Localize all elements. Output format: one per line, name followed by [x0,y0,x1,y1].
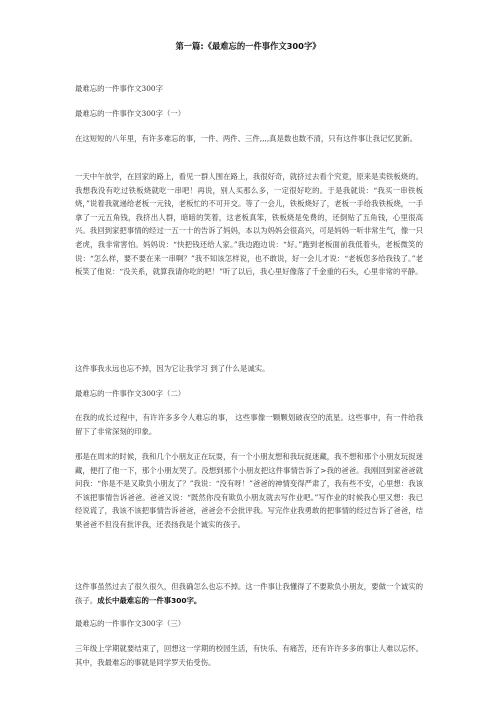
section-heading-3: 最难忘的一件事作文300字（三） [75,619,186,628]
paragraph-text: 这件事虽然过去了很久很久，但我确怎么也忘不掉。这一件事让我懂得了不要欺负小朋友，要做一个诚实的孩子。 [75,582,423,605]
section-heading-1: 最难忘的一件事作文300字（一） [75,109,186,118]
paragraph: 一天中午放学，在回家的路上，看见一群人围在路上，我很好奇，就挤过去看个究竟，原来是卖铁板烧的。我想我没有吃过铁板烧就吃一串吧！再说，别人买那么多，一定很好吃的。于是我就说：“我买一串铁板烧，”说着我就递给老板一元钱，老板忙的不可开交。等了一会儿，铁板烧好了，老板一手给我铁板烧，一手拿了一元五角钱，我挤出人群，暗暗的笑着，这老板真笨，铁板烧是免费的，还倒贴了五角钱，心里很高兴。我回到家把事情的经过一五一十的告诉了妈妈，本以为妈妈会很高兴，可是妈妈一听非常生气，像一只老虎，我非常害怕。妈妈说：“快把钱还给人家。”我边跑边说：“好。”跑到老板面前我低着头，老板微笑的说：“怎么样，要不要在来一串啊？”我不知该怎样说，也不敢说，好一会儿才说：“老板您多给我钱了。”老板笑了他说：“没关系，就算我请你吃的吧！”听了以后，我心里好像落了千金重的石头，心里非常的平静。 [75,172,423,277]
paragraph: 在我的成长过程中，有许许多多令人难忘的事， 这些事像一颗颗划破夜空的流星。这些事中，有一件给我留下了非常深刻的印象。 [75,413,423,436]
paragraph: 在这短短的八年里，有许多难忘的事，一件、两件、三件,,,,真是数也数不清，只有这件事让我记忆犹新。 [75,134,417,143]
paragraph: 这件事我永远也忘不掉，因为它让我学习 到了什么是诚实。 [75,364,270,373]
paragraph: 三年级上学期就要结束了，回想这一学期的校园生活，有快乐、有痛苦，还有许许多多的事让人难以忘怀。其中，我最难忘的事就是同学罗天佑受伤。 [75,644,423,667]
essay-heading: 最难忘的一件事作文300字 [75,84,164,93]
section-heading-2: 最难忘的一件事作文300字（二） [75,389,186,398]
paragraph [75,580,423,607]
bold-sentence: 成长中最难忘的一件事300字。 [97,595,202,605]
paragraph: 那是在周末的时候，我和几个小朋友正在玩耍，有一个小朋友想和我玩捉迷藏，我不想和那个小朋友玩捉迷藏，便打了他一下，那个小朋友哭了。没想到那个小朋友把这件事情告诉了>我的爸爸。我刚回到家爸爸就问我：“你是不是又欺负小朋友了？”我说：“没有呀！”爸爸的神情变得严肃了，我有些不安，心里想：我该不该把事情告诉爸爸。爸爸又说：“既然你没有欺负小朋友就去写作业吧。”写作业的时候我心里又想：我已经说谎了，我该不该把事情告诉爸爸，爸爸会不会批评我。写完作业我勇敢的把事情的经过告诉了爸爸，结果爸爸不但没有批评我，还表扬我是个诚实的孩子。 [75,452,423,529]
document-title: 第一篇:《最难忘的一件事作文300字》 [175,41,321,51]
